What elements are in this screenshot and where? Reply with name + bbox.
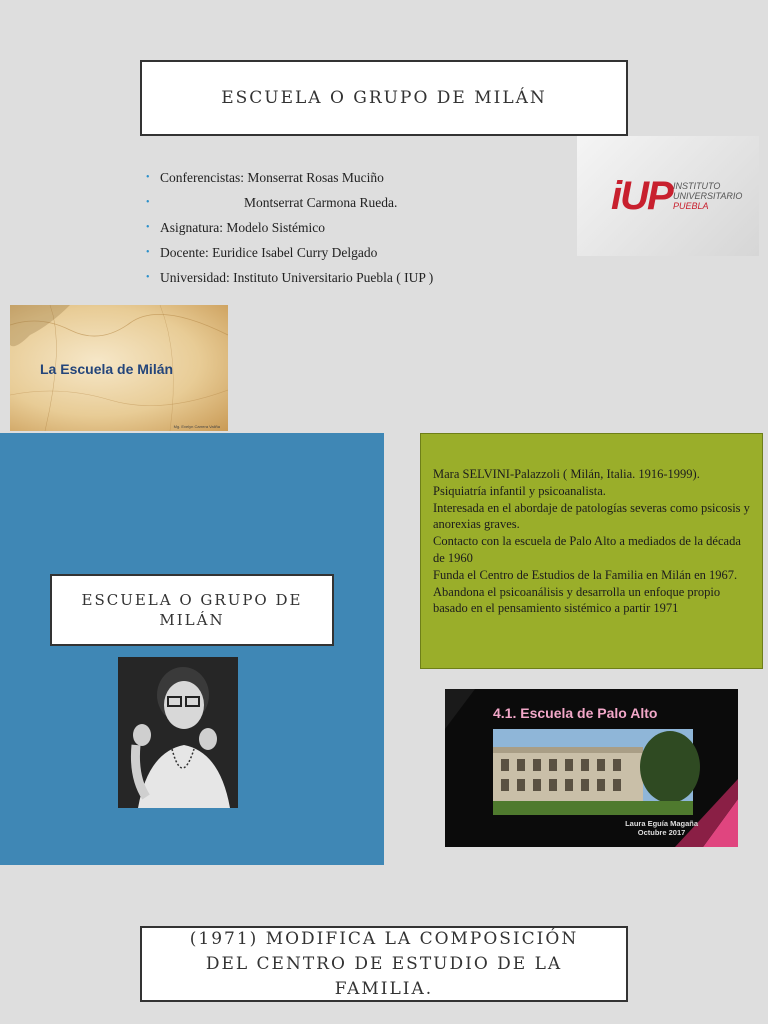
iup-logo-mark: iUP xyxy=(611,174,672,218)
bio-line: Contacto con la escuela de Palo Alto a mediados de la década de 1960 xyxy=(433,534,741,565)
info-list xyxy=(146,168,433,293)
blue-panel xyxy=(0,433,384,865)
iup-logo-text xyxy=(673,181,742,211)
bio-line: Abandona el psicoanálisis y desarrolla un enfoque propio basado en el pensamiento sistémico a partir 1971 xyxy=(433,584,721,616)
list-item-text: Universidad: Instituto Universitario Puebla ( IUP ) xyxy=(160,270,434,285)
list-item xyxy=(146,193,433,218)
bio-line: Psiquiatría infantil y psicoanalista. xyxy=(433,483,606,498)
bio-line: Mara SELVINI-Palazzoli ( Milán, Italia. 1916-1999). xyxy=(433,467,700,481)
list-item xyxy=(146,168,433,193)
logo-line-2: UNIVERSITARIO xyxy=(673,191,743,201)
list-item xyxy=(146,218,433,243)
bio-line: Funda el Centro de Estudios de la Familia en Milán en 1967. xyxy=(433,567,738,582)
logo-line-1: INSTITUTO xyxy=(673,181,721,191)
portrait-figure xyxy=(118,657,238,808)
bullet-icon: • xyxy=(146,172,150,183)
list-item-text: Conferencistas: Monserrat Rosas Muciño xyxy=(160,170,384,185)
list-item xyxy=(146,243,433,268)
bio-line: Interesada en el abordaje de patologías severas como psicosis y anorexias graves. xyxy=(433,500,750,532)
list-item-text: Docente: Euridice Isabel Curry Delgado xyxy=(160,245,378,260)
bullet-icon: • xyxy=(146,222,150,233)
image-label: La Escuela de Milán xyxy=(40,361,174,377)
list-item-text: Asignatura: Modelo Sistémico xyxy=(160,220,325,235)
page-title: ESCUELA O GRUPO DE MILÁN xyxy=(140,60,628,136)
list-item xyxy=(146,268,433,293)
bullet-icon: • xyxy=(146,247,150,258)
bullet-icon: • xyxy=(146,197,150,208)
palo-alto-author-name: Laura Eguía Magaña xyxy=(625,819,698,828)
list-item-text: Montserrat Carmona Rueda. xyxy=(244,195,398,210)
biography-box xyxy=(420,433,763,669)
image-author: Mg. Evelyn Carrera Valiña xyxy=(173,424,220,429)
portrait-photo xyxy=(118,657,238,808)
bullet-icon: • xyxy=(146,272,150,283)
palo-alto-slide-image xyxy=(445,689,738,847)
footer-statement: (1971) MODIFICA LA COMPOSICIÓN DEL CENTRO DE ESTUDIO DE LA FAMILIA. xyxy=(140,926,628,1002)
palo-alto-author xyxy=(625,819,698,837)
escuela-milan-image xyxy=(10,305,228,431)
palo-alto-title: 4.1. Escuela de Palo Alto xyxy=(493,705,658,721)
logo-line-3: PUEBLA xyxy=(673,201,709,211)
iup-logo xyxy=(577,136,759,256)
panel-title: ESCUELA O GRUPO DE MILÁN xyxy=(50,574,334,646)
palo-alto-date: Octubre 2017 xyxy=(637,828,686,837)
